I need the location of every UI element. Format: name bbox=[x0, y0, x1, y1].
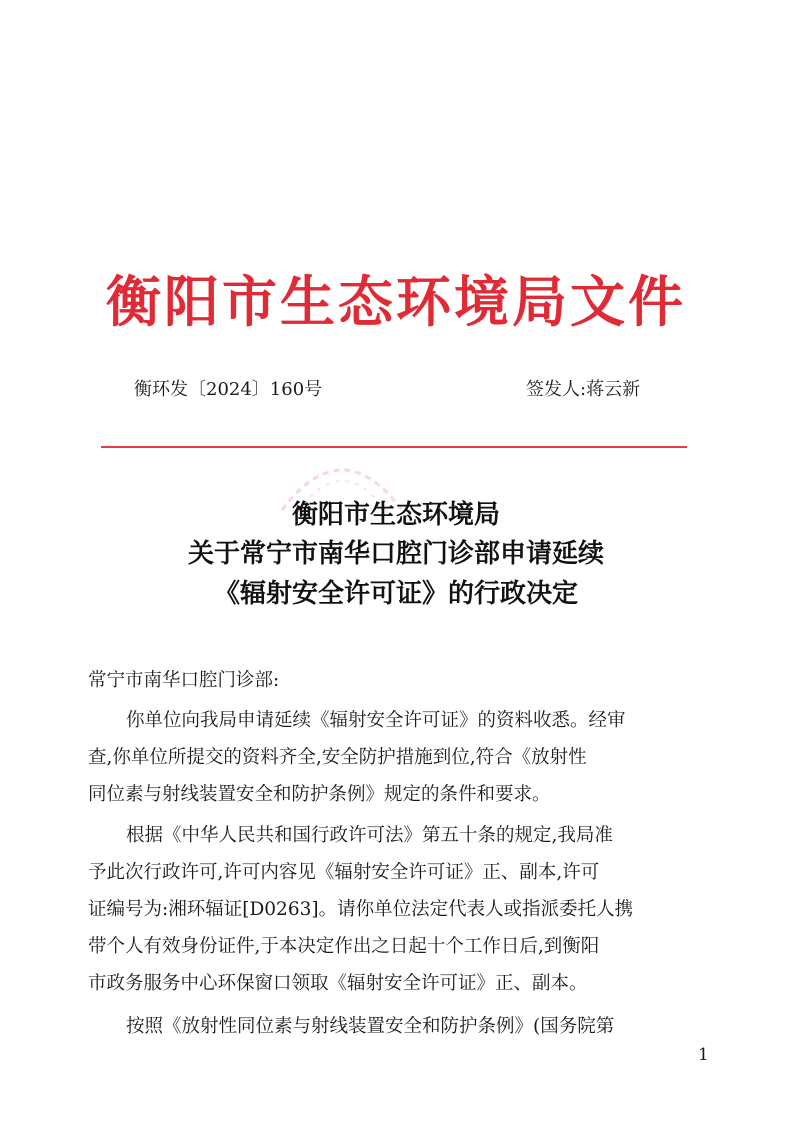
body-line-5: 予此次行政许可,许可内容见《辐射安全许可证》正、副本,许可 bbox=[88, 862, 600, 883]
body-line-2: 查,你单位所提交的资料齐全,安全防护措施到位,符合《放射性 bbox=[88, 747, 587, 768]
document-number: 衡环发〔2024〕160号 bbox=[134, 379, 323, 400]
salutation: 常宁市南华口腔门诊部: bbox=[88, 670, 280, 691]
body-line-8: 市政务服务中心环保窗口领取《辐射安全许可证》正、副本。 bbox=[88, 973, 588, 994]
title-line-2: 关于常宁市南华口腔门诊部申请延续 bbox=[187, 539, 604, 569]
document-header-title: 衡阳市生态环境局文件 bbox=[105, 269, 686, 334]
title-line-1: 衡阳市生态环境局 bbox=[291, 500, 500, 530]
body-line-3: 同位素与射线装置安全和防护条例》规定的条件和要求。 bbox=[88, 784, 551, 805]
body-line-1: 你单位向我局申请延续《辐射安全许可证》的资料收悉。经审 bbox=[126, 710, 626, 731]
title-line-3: 《辐射安全许可证》的行政决定 bbox=[213, 579, 578, 609]
header-divider bbox=[101, 446, 687, 448]
body-line-6: 证编号为:湘环辐证[D0263]。请你单位法定代表人或指派委托人携 bbox=[88, 899, 634, 920]
signer: 签发人:蒋云新 bbox=[526, 379, 641, 400]
body-line-4: 根据《中华人民共和国行政许可法》第五十条的规定,我局准 bbox=[126, 825, 613, 846]
body-line-9: 按照《放射性同位素与射线装置安全和防护条例》(国务院第 bbox=[126, 1016, 615, 1037]
body-line-7: 带个人有效身份证件,于本决定作出之日起十个工作日后,到衡阳 bbox=[88, 936, 600, 957]
page-number: 1 bbox=[698, 1045, 709, 1065]
